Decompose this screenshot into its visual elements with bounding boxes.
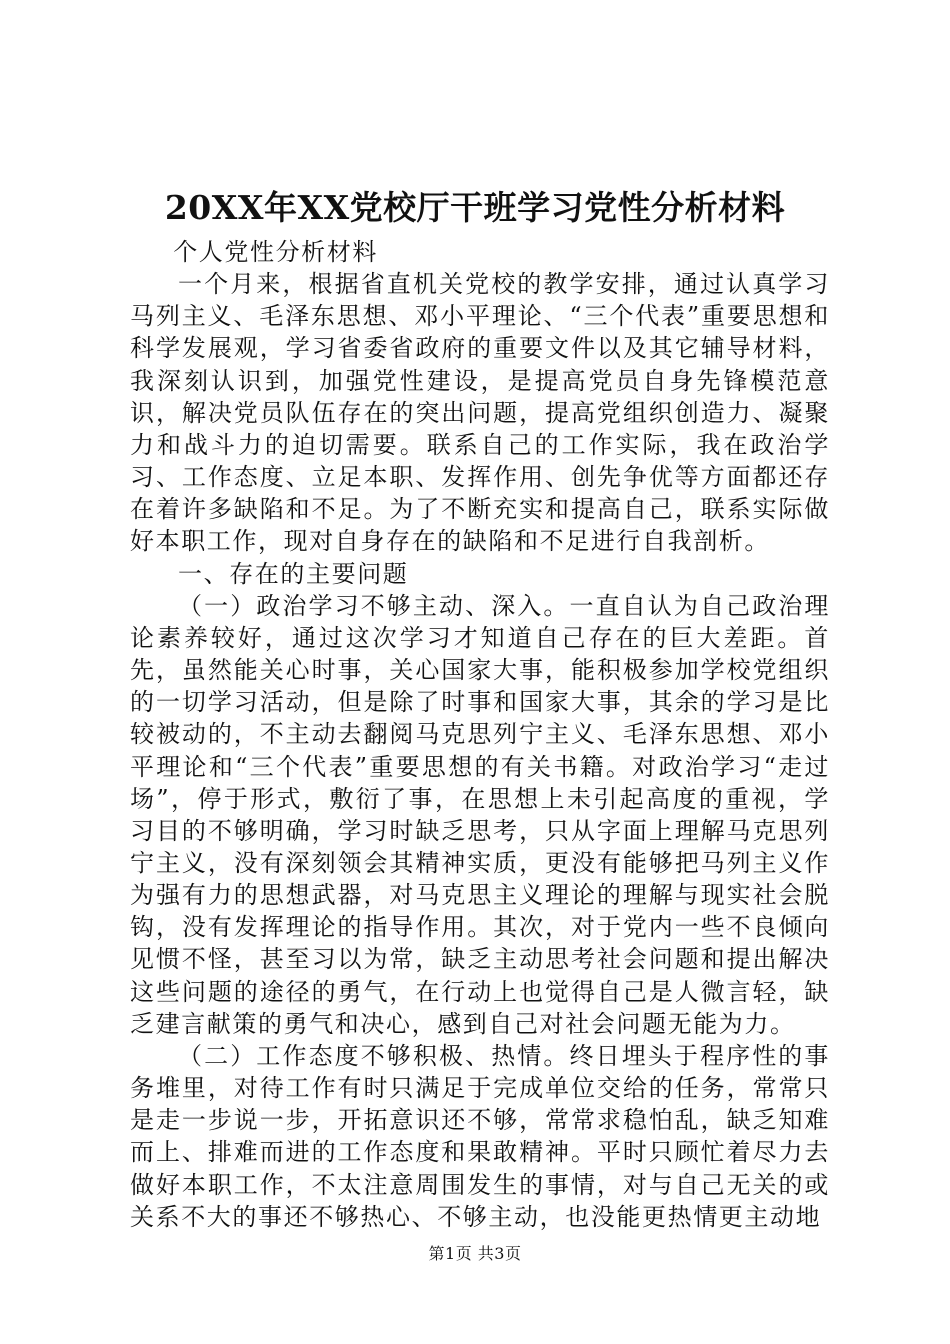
document-body bbox=[130, 236, 830, 1233]
paragraph-political-study: （一）政治学习不够主动、深入。一直自认为自己政治理论素养较好，通过这次学习才知道自己存在的巨大差距。首先，虽然能关心时事，关心国家大事，能积极参加学校党组织的一切学习活动，但是除了时事和国家大事，其余的学习是比较被动的，不主动去翻阅马克思列宁主义、毛泽东思想、邓小平理论和“三个代表”重要思想的有关书籍。对政治学习“走过场”，停于形式，敷衍了事，在思想上未引起高度的重视，学习目的不够明确，学习时缺乏思考，只从字面上理解马克思列宁主义，没有深刻领会其精神实质，更没有能够把马列主义作为强有力的思想武器，对马克思主义理论的理解与现实社会脱钩，没有发挥理论的指导作用。其次，对于党内一些不良倾向见惯不怪，甚至习以为常，缺乏主动思考社会问题和提出解决这些问题的途径的勇气，在行动上也觉得自己是人微言轻，缺乏建言献策的勇气和决心，感到自己对社会问题无能为力。 bbox=[130, 591, 830, 1038]
paragraph-work-attitude: （二）工作态度不够积极、热情。终日埋头于程序性的事务堆里，对待工作有时只满足于完成单位交给的任务，常常只是走一步说一步，开拓意识还不够，常常求稳怕乱，缺乏知难而上、排难而进的工作态度和果敢精神。平时只顾忙着尽力去做好本职工作，不太注意周围发生的事情，对与自己无关的或关系不大的事还不够热心、不够主动，也没能更热情更主动地 bbox=[130, 1041, 830, 1231]
paragraph-subtitle: 个人党性分析材料 bbox=[173, 238, 378, 266]
page-footer: 第1页 共3页 bbox=[428, 1244, 522, 1263]
section-heading-main-problems: 一、存在的主要问题 bbox=[178, 559, 409, 588]
paragraph-intro: 一个月来，根据省直机关党校的教学安排，通过认真学习马列主义、毛泽东思想、邓小平理论、“三个代表”重要思想和科学发展观，学习省委省政府的重要文件以及其它辅导材料，我深刻认识到，加强党性建设，是提高党员自身先锋模范意识，解决党员队伍存在的突出问题，提高党组织创造力、凝聚力和战斗力的迫切需要。联系自己的工作实际，我在政治学习、工作态度、立足本职、发挥作用、创先争优等方面都还存在着许多缺陷和不足。为了不断充实和提高自己，联系实际做好本职工作，现对自身存在的缺陷和不足进行自我剖析。 bbox=[130, 270, 830, 556]
document-title: 20XX年XX党校厅干班学习党性分析材料 bbox=[164, 188, 786, 227]
